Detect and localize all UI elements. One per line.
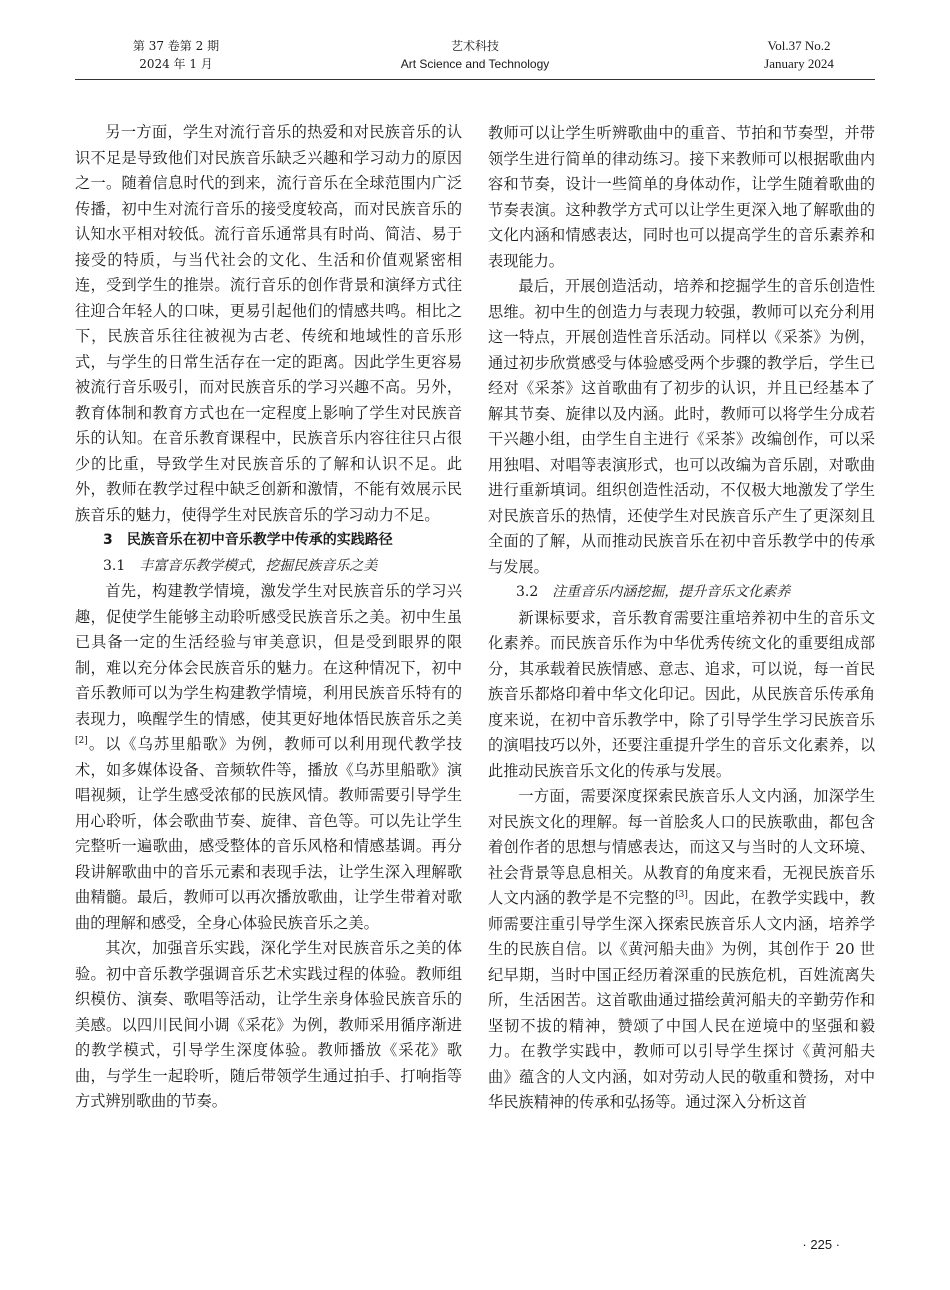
publication-date-en: January 2024 <box>764 56 834 71</box>
journal-title-en: Art Science and Technology <box>400 57 550 71</box>
subsection-number: 3.2 <box>516 584 539 600</box>
left-column <box>75 120 462 1115</box>
paragraph-text: 一方面，需要深度探索民族音乐人文内涵，加深学生对民族文化的理解。每一首脍炙人口的民族歌曲，都包含着创作者的思想与情感表达，而这又与当时的人文环境、社会背景等息息相关。从教育的角度来看，无视民族音乐人文内涵的教学是不完整的 <box>488 787 875 907</box>
volume-issue: 第 37 卷第 2 期 <box>132 39 220 53</box>
right-column <box>488 121 875 1116</box>
citation-ref: [2] <box>75 735 88 746</box>
citation-ref: [3] <box>675 889 688 900</box>
paragraph: 其次，加强音乐实践，深化学生对民族音乐之美的体验。初中音乐教学强调音乐艺术实践过程的体验。教师组织模仿、演奏、歌唱等活动，让学生亲身体验民族音乐的美感。以四川民间小调《采花》为例，教师采用循序渐进的教学模式，引导学生深度体验。教师播放《采花》歌曲，与学生一起聆听，随后带领学生通过拍手、打响指等方式辨别歌曲的节奏。 <box>75 939 462 1110</box>
journal-title-cn: 艺术科技 <box>450 39 499 53</box>
subsection-heading <box>488 580 875 606</box>
header-right <box>739 37 859 73</box>
section-heading <box>75 528 462 554</box>
publication-date: 2024 年 1 月 <box>139 57 213 71</box>
running-header <box>75 37 875 79</box>
paragraph: 新课标要求，音乐教育需要注重培养初中生的音乐文化素养。而民族音乐作为中华优秀传统文化的重要组成部分，其承载着民族情感、意志、追求，可以说，每一首民族音乐都烙印着中华文化印记。因此，从民族音乐传承角度来说，在初中音乐教学中，除了引导学生学习民族音乐的演唱技巧以外，还要注重提升学生的音乐文化素养，以此推动民族音乐文化的传承与发展。 <box>488 608 875 780</box>
subsection-heading <box>75 554 462 580</box>
subsection-title: 丰富音乐教学模式，挖掘民族音乐之美 <box>139 557 378 574</box>
paragraph-text: 。因此，在教学实践中，教师需要注重引导学生深入探索民族音乐人文内涵，培养学生的民族自信。以《黄河船夫曲》为例，其创作于 20 世纪早期，当时中国正经历着深重的民族危机，百姓流离失所，生活困苦。这首歌曲通过描绘黄河船夫的辛勤劳作和坚韧不拔的精神，赞颂了中国人民在逆境中的坚强和毅力。在教学实践中，教师可以引导学生探讨《黄河船夫曲》蕴含的人文内涵，如对劳动人民的敬重和赞扬，对中华民族精神的传承和弘扬等。通过深入分析这首 <box>488 889 875 1111</box>
paragraph-text: 。以《乌苏里船歌》为例，教师可以利用现代教学技术，如多媒体设备、音频软件等，播放《乌苏里船歌》演唱视频，让学生感受浓郁的民族风情。教师需要引导学生用心聆听，体会歌曲节奏、旋律、音色等。可以先让学生完整听一遍歌曲，感受整体的音乐风格和情感基调。再分段讲解歌曲中的音乐元素和表现手法，让学生深入理解歌曲精髓。最后，教师可以再次播放歌曲，让学生带着对歌曲的理解和感受，全身心体验民族音乐之美。 <box>75 735 462 932</box>
paragraph <box>488 784 875 1116</box>
paragraph: 另一方面，学生对流行音乐的热爱和对民族音乐的认识不足是导致他们对民族音乐缺乏兴趣和学习动力的原因之一。随着信息时代的到来，流行音乐在全球范围内广泛传播，初中生对流行音乐的接受度较高，而对民族音乐的认知水平相对较低。流行音乐通常具有时尚、简洁、易于接受的特质，与当代社会的文化、生活和价值观紧密相连，受到学生的推崇。流行音乐的创作背景和演绎方式往往迎合年轻人的口味，更易引起他们的情感共鸣。相比之下，民族音乐往往被视为古老、传统和地域性的音乐形式，与学生的日常生活存在一定的距离。因此学生更容易被流行音乐吸引，而对民族音乐的学习兴趣不高。另外，教育体制和教育方式也在一定程度上影响了学生对民族音乐的认知。在音乐教育课程中，民族音乐内容往往只占很少的比重，导致学生对民族音乐的了解和认识不足。此外，教师在教学过程中缺乏创新和激情，不能有效展示民族音乐的魅力，使得学生对民族音乐的学习动力不足。 <box>75 123 462 524</box>
header-rule <box>75 79 875 80</box>
paragraph-text: 首先，构建教学情境，激发学生对民族音乐的学习兴趣，促使学生能够主动聆听感受民族音乐之美。初中生虽已具备一定的生活经验与审美意识，但是受到眼界的限制，难以充分体会民族音乐的魅力。在这种情况下，初中音乐教师可以为学生构建教学情境，利用民族音乐特有的表现力，唤醒学生的情感，使其更好地体悟民族音乐之美 <box>75 582 462 728</box>
paragraph: 最后，开展创造活动，培养和挖掘学生的音乐创造性思维。初中生的创造力与表现力较强，教师可以充分利用这一特点，开展创造性音乐活动。同样以《采茶》为例，通过初步欣赏感受与体验感受两个步骤的教学后，学生已经对《采茶》这首歌曲有了初步的认识，并且已经基本了解其节奏、旋律以及内涵。此时，教师可以将学生分成若干兴趣小组，由学生自主进行《采茶》改编创作，可以采用独唱、对唱等表演形式，也可以改编为音乐剧，对歌曲进行重新填词。组织创造性活动，不仅极大地激发了学生对民族音乐的热情，还使学生对民族音乐产生了更深刻且全面的了解，从而推动民族音乐在初中音乐教学中的传承与发展。 <box>488 277 875 576</box>
section-number: 3 <box>103 532 113 548</box>
volume-issue-en: Vol.37 No.2 <box>767 38 831 53</box>
paragraph: 教师可以让学生听辨歌曲中的重音、节拍和节奏型，并带领学生进行简单的律动练习。接下来教师可以根据歌曲内容和节奏，设计一些简单的身体动作，让学生随着歌曲的节奏表演。这种教学方式可以让学生更深入地了解歌曲的文化内涵和情感表达，同时也可以提高学生的音乐素养和表现能力。 <box>488 124 875 270</box>
section-title: 民族音乐在初中音乐教学中传承的实践路径 <box>126 532 393 548</box>
page-number: · 225 · <box>802 1237 840 1252</box>
subsection-title: 注重音乐内涵挖掘，提升音乐文化素养 <box>552 584 791 600</box>
paragraph <box>75 579 462 936</box>
subsection-number: 3.1 <box>103 557 126 574</box>
